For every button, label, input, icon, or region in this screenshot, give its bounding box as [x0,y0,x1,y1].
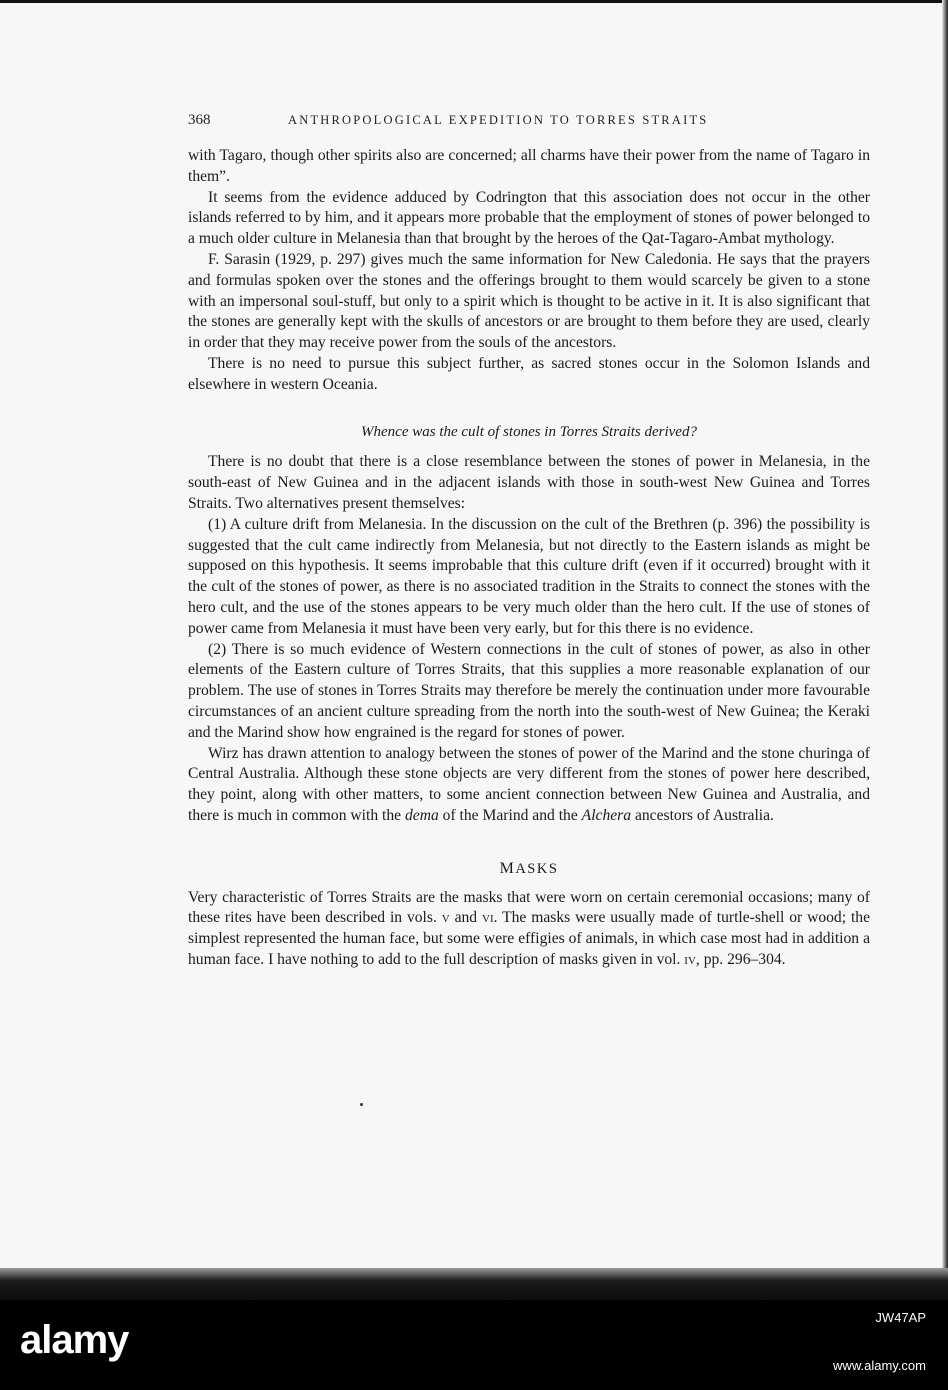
vol-iv: iv [684,950,696,968]
paragraph-8 [188,744,870,827]
paragraph-8-part-b: of the Marind and the [438,806,582,824]
page-header [188,112,868,134]
paragraph-1: with Tagaro, though other spirits also are concerned; all charms have their power from the name of Tagaro in them”. [188,147,870,185]
scan-bottom-edge [0,1268,948,1300]
paragraph-8-part-a: Wirz has drawn attention to analogy between the stones of power of the Marind and the stone churinga of Central Australia. Although these stone objects are very different from the stones of power here described, they point, along with other matters, to some ancient connection between New Guinea and Australia, and there is much in common with the [188,744,870,824]
masks-heading-rest: ASKS [515,860,559,877]
paragraph-9-and: and [449,909,482,927]
body-text [188,146,870,971]
paragraph-7: (2) There is so much evidence of Western connections in the cult of stones of power, as also in other elements of the Eastern culture of Torres Straits, that this supplies a more reasonable explanation of our problem. The use of stones in Torres Straits may therefore be merely the continuation under more favourable circumstances of an ancient culture spreading from the north into the south-west of New Guinea; the Keraki and the Marind show how engrained is the regard for stones of power. [188,640,870,741]
masks-heading-cap: M [499,859,516,877]
scan-top-edge [0,0,948,3]
image-id: JW47AP [875,1310,926,1325]
paragraph-9-part-c: , pp. 296–304. [695,950,786,968]
page-number: 368 [188,112,211,128]
paragraph-9 [188,888,870,971]
vol-vi: vi [482,909,494,927]
watermark-banner [0,1300,948,1390]
scan-right-edge [942,0,948,1274]
section-heading-masks [188,859,870,880]
site-url: www.alamy.com [833,1358,926,1373]
paragraph-4: There is no need to pursue this subject further, as sacred stones occur in the Solomon Islands and elsewhere in western Oceania. [188,354,870,393]
paragraph-9-part-a: Very characteristic of Torres Straits are the masks that were worn on certain ceremonial occasions; many of these rites have been described in vols. [188,888,870,927]
paragraph-5: There is no doubt that there is a close resemblance between the stones of power in Melanesia, in the south-east of New Guinea and in the adjacent islands with those in south-west New Guinea and Torres Straits. Two alternatives present themselves: [188,453,870,512]
alamy-logo: alamy [20,1318,129,1362]
paragraph-8-part-c: ancestors of Australia. [631,806,774,824]
paragraph-6: (1) A culture drift from Melanesia. In the discussion on the cult of the Brethren (p. 396) the possibility is suggested that the cult came indirectly from Melanesia, but not directly to the Eastern islands as might be supposed on this hypothesis. It seems improbable that this culture drift (even if it occurred) brought with it the cult of the stones of power, as there is no associated tradition in the Straits to connect the stones with the hero cult, and the use of the stones appears to be very much older than the hero cult. If the use of stones of power came from Melanesia it must have been very early, but for this there is no evidence. [188,515,870,637]
paragraph-2: It seems from the evidence adduced by Codrington that this association does not occur in the other islands referred to by him, and it appears more probable that the employment of stones of power belonged to a much older culture in Melanesia than that brought by the heroes of the Qat-Tagaro-Ambat mythology. [188,188,870,248]
paragraph-9-part-b: . The masks were usually made of turtle-shell or wood; the simplest represented the human face, but some were effigies of animals, in which case most had in addition a human face. I have nothing to add to the full description of masks given in vol. [188,909,871,968]
paragraph-3: F. Sarasin (1929, p. 297) gives much the same information for New Caledonia. He says that the prayers and formulas spoken over the stones and the offerings brought to them would scarcely be given to a stone with an impersonal soul-stuff, but only to a spirit which is thought to be active in it. It is also significant that the stones are generally kept with the skulls of ancestors or are brought to them before they are used, clearly in order that they may receive power from the souls of the ancestors. [188,250,870,352]
term-alchera: Alchera [581,806,632,824]
term-dema: dema [404,806,439,824]
vol-v: v [441,909,450,927]
ink-speck [360,1103,363,1106]
section-heading-cult: Whence was the cult of stones in Torres Straits derived? [361,423,697,440]
running-title: ANTHROPOLOGICAL EXPEDITION TO TORRES STRAITS [288,113,709,127]
